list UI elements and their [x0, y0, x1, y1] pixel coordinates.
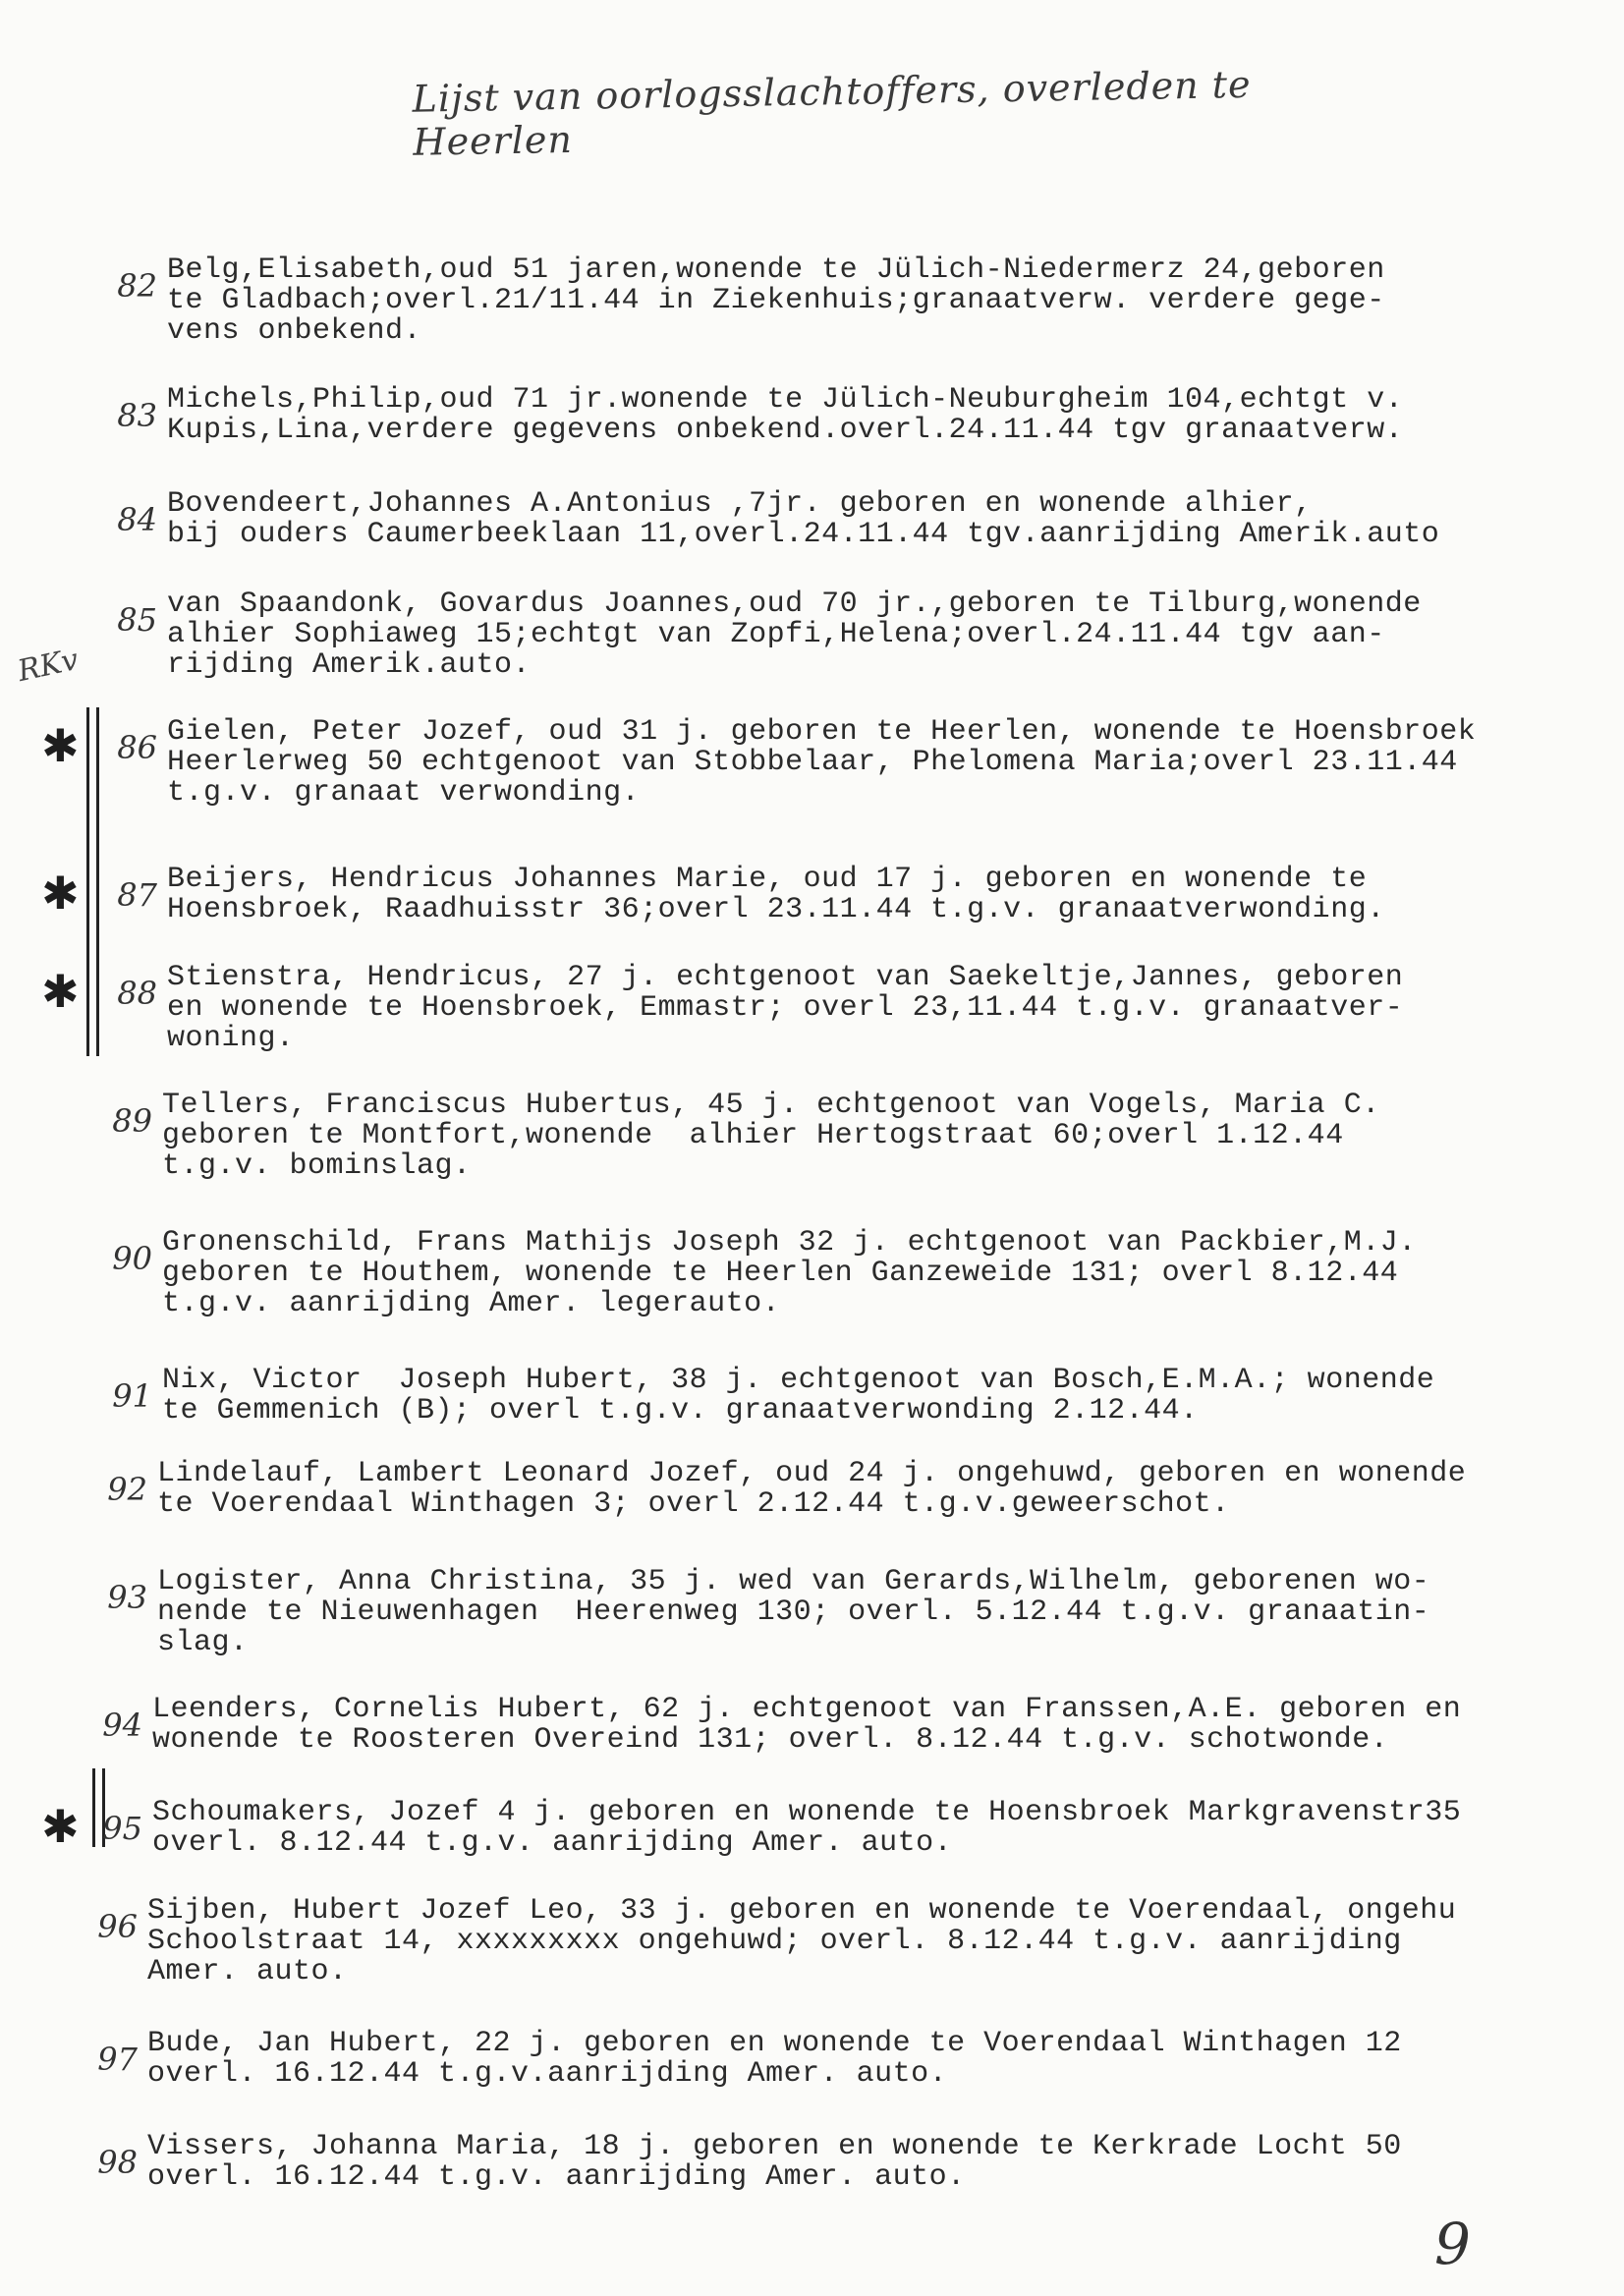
entry-text-block	[162, 1228, 1417, 1319]
entry-line: Michels,Philip,oud 71 jr.wonende te Jülich-Neuburgheim 104,echtgt v.	[167, 383, 1404, 417]
entry-number: 98	[97, 2144, 138, 2181]
entry-number: 85	[117, 601, 157, 639]
entry-line: Bude, Jan Hubert, 22 j. geboren en wonende te Voerendaal Winthagen 12	[147, 2027, 1402, 2060]
entry-line: geboren te Houthem, wonende te Heerlen Ganzeweide 131; overl 8.12.44	[162, 1257, 1399, 1290]
entry-line: Stienstra, Hendricus, 27 j. echtgenoot van Saekeltje,Jannes, geboren	[167, 961, 1404, 994]
entry-line: Belg,Elisabeth,oud 51 jaren,wonende te Jülich-Niedermerz 24,geboren	[167, 253, 1385, 287]
entry-number: 95	[102, 1810, 142, 1847]
entry-number: 86	[117, 729, 157, 766]
entry-text-block	[152, 1695, 1461, 1756]
entry-line: Nix, Victor Joseph Hubert, 38 j. echtgenoot van Bosch,E.M.A.; wonende	[162, 1364, 1435, 1397]
entry-line: Kupis,Lina,verdere gegevens onbekend.overl.24.11.44 tgv granaatverw.	[167, 414, 1404, 447]
asterisk-icon: ✱	[41, 1800, 80, 1853]
entry-text-block	[167, 865, 1385, 925]
entry-text-block	[147, 2132, 1402, 2193]
asterisk-icon: ✱	[41, 965, 80, 1018]
entry-number: 92	[107, 1471, 147, 1508]
entry-line: slag.	[157, 1626, 249, 1659]
entry-line: vens onbekend.	[167, 314, 422, 348]
margin-note: RKv	[15, 642, 82, 690]
entry-text-block	[162, 1091, 1380, 1182]
entry-line: wonende te Roosteren Overeind 131; overl. 8.12.44 t.g.v. schotwonde.	[152, 1723, 1389, 1757]
entry-line: overl. 16.12.44 t.g.v. aanrijding Amer. auto.	[147, 2160, 966, 2194]
entry-line: overl. 16.12.44 t.g.v.aanrijding Amer. auto.	[147, 2057, 948, 2091]
entry-line: overl. 8.12.44 t.g.v. aanrijding Amer. auto.	[152, 1826, 953, 1860]
entry-text-block	[152, 1798, 1461, 1859]
entry-text-block	[147, 2029, 1402, 2090]
entry-line: rijding Amerik.auto.	[167, 648, 532, 682]
entry-text-block	[147, 1896, 1456, 1988]
entry-line: t.g.v. aanrijding Amer. legerauto.	[162, 1287, 781, 1320]
entry-line: alhier Sophiaweg 15;echtgt van Zopfi,Helena;overl.24.11.44 tgv aan-	[167, 618, 1385, 651]
entry-line: woning.	[167, 1022, 295, 1055]
entry-line: te Voerendaal Winthagen 3; overl 2.12.44 t.g.v.geweerschot.	[157, 1487, 1230, 1521]
entry-text-block	[167, 963, 1403, 1054]
entry-number: 97	[97, 2041, 138, 2078]
entry-line: van Spaandonk, Govardus Joannes,oud 70 jr.,geboren te Tilburg,wonende	[167, 588, 1422, 621]
entry-line: Lindelauf, Lambert Leonard Jozef, oud 24 j. ongehuwd, geboren en wonende	[157, 1457, 1467, 1490]
entry-number: 87	[117, 876, 157, 914]
entry-text-block	[157, 1567, 1429, 1658]
entry-number: 96	[97, 1908, 138, 1945]
entry-line: bij ouders Caumerbeeklaan 11,overl.24.11.44 tgv.aanrijding Amerik.auto	[167, 518, 1440, 551]
entry-number: 90	[112, 1240, 152, 1277]
entry-text-block	[167, 385, 1403, 446]
entry-line: t.g.v. bominslag.	[162, 1149, 472, 1183]
entry-number: 84	[117, 501, 157, 538]
entry-line: Beijers, Hendricus Johannes Marie, oud 17 j. geboren en wonende te	[167, 863, 1368, 896]
entry-text-block	[167, 489, 1439, 550]
entry-text-block	[157, 1459, 1466, 1520]
entry-line: Tellers, Franciscus Hubertus, 45 j. echtgenoot van Vogels, Maria C.	[162, 1089, 1380, 1122]
entry-line: te Gemmenich (B); overl t.g.v. granaatverwonding 2.12.44.	[162, 1394, 1199, 1428]
entry-number: 93	[107, 1579, 147, 1616]
entry-number: 82	[117, 267, 157, 305]
entry-line: nende te Nieuwenhagen Heerenweg 130; overl. 5.12.44 t.g.v. granaatin-	[157, 1596, 1430, 1629]
entry-line: Gronenschild, Frans Mathijs Joseph 32 j. echtgenoot van Packbier,M.J.	[162, 1226, 1417, 1260]
entry-text-block	[167, 589, 1422, 681]
entry-line: t.g.v. granaat verwonding.	[167, 776, 641, 810]
entry-number: 88	[117, 975, 157, 1012]
entry-line: Schoolstraat 14, xxxxxxxxx ongehuwd; overl. 8.12.44 t.g.v. aanrijding	[147, 1925, 1402, 1958]
entry-line: Logister, Anna Christina, 35 j. wed van Gerards,Wilhelm, geborenen wo-	[157, 1565, 1430, 1598]
entry-line: en wonende te Hoensbroek, Emmastr; overl 23,11.44 t.g.v. granaatver-	[167, 991, 1404, 1025]
entry-number: 83	[117, 397, 157, 434]
entry-line: Amer. auto.	[147, 1955, 348, 1988]
entry-line: Gielen, Peter Jozef, oud 31 j. geboren te Heerlen, wonende te Hoensbroek	[167, 715, 1477, 749]
entry-text-block	[162, 1366, 1434, 1427]
asterisk-icon: ✱	[41, 719, 80, 772]
entry-line: Leenders, Cornelis Hubert, 62 j. echtgenoot van Franssen,A.E. geboren en	[152, 1693, 1462, 1726]
entry-line: Sijben, Hubert Jozef Leo, 33 j. geboren en wonende te Voerendaal, ongehu	[147, 1894, 1457, 1928]
entry-line: Vissers, Johanna Maria, 18 j. geboren en wonende te Kerkrade Locht 50	[147, 2130, 1402, 2163]
page-number: 9	[1434, 2211, 1471, 2277]
entry-line: Heerlerweg 50 echtgenoot van Stobbelaar, Phelomena Maria;overl 23.11.44	[167, 746, 1458, 779]
entry-line: Bovendeert,Johannes A.Antonius ,7jr. geboren en wonende alhier,	[167, 487, 1313, 521]
margin-bracket-bar	[96, 707, 99, 1056]
entry-line: geboren te Montfort,wonende alhier Hertogstraat 60;overl 1.12.44	[162, 1119, 1344, 1152]
margin-bracket-bar	[86, 707, 89, 1056]
asterisk-icon: ✱	[41, 867, 80, 920]
entry-text-block	[167, 717, 1476, 809]
entry-number: 91	[112, 1377, 152, 1415]
entry-number: 94	[102, 1707, 142, 1744]
handwritten-title: Lijst van oorlogsslachtoffers, overleden te Heerlen	[412, 62, 1252, 164]
entry-number: 89	[112, 1102, 152, 1140]
entry-line: Schoumakers, Jozef 4 j. geboren en wonende te Hoensbroek Markgravenstr35	[152, 1796, 1462, 1829]
entry-line: Hoensbroek, Raadhuisstr 36;overl 23.11.44 t.g.v. granaatverwonding.	[167, 893, 1385, 926]
entry-line: te Gladbach;overl.21/11.44 in Ziekenhuis;granaatverw. verdere gege-	[167, 284, 1385, 317]
entry-text-block	[167, 255, 1385, 347]
